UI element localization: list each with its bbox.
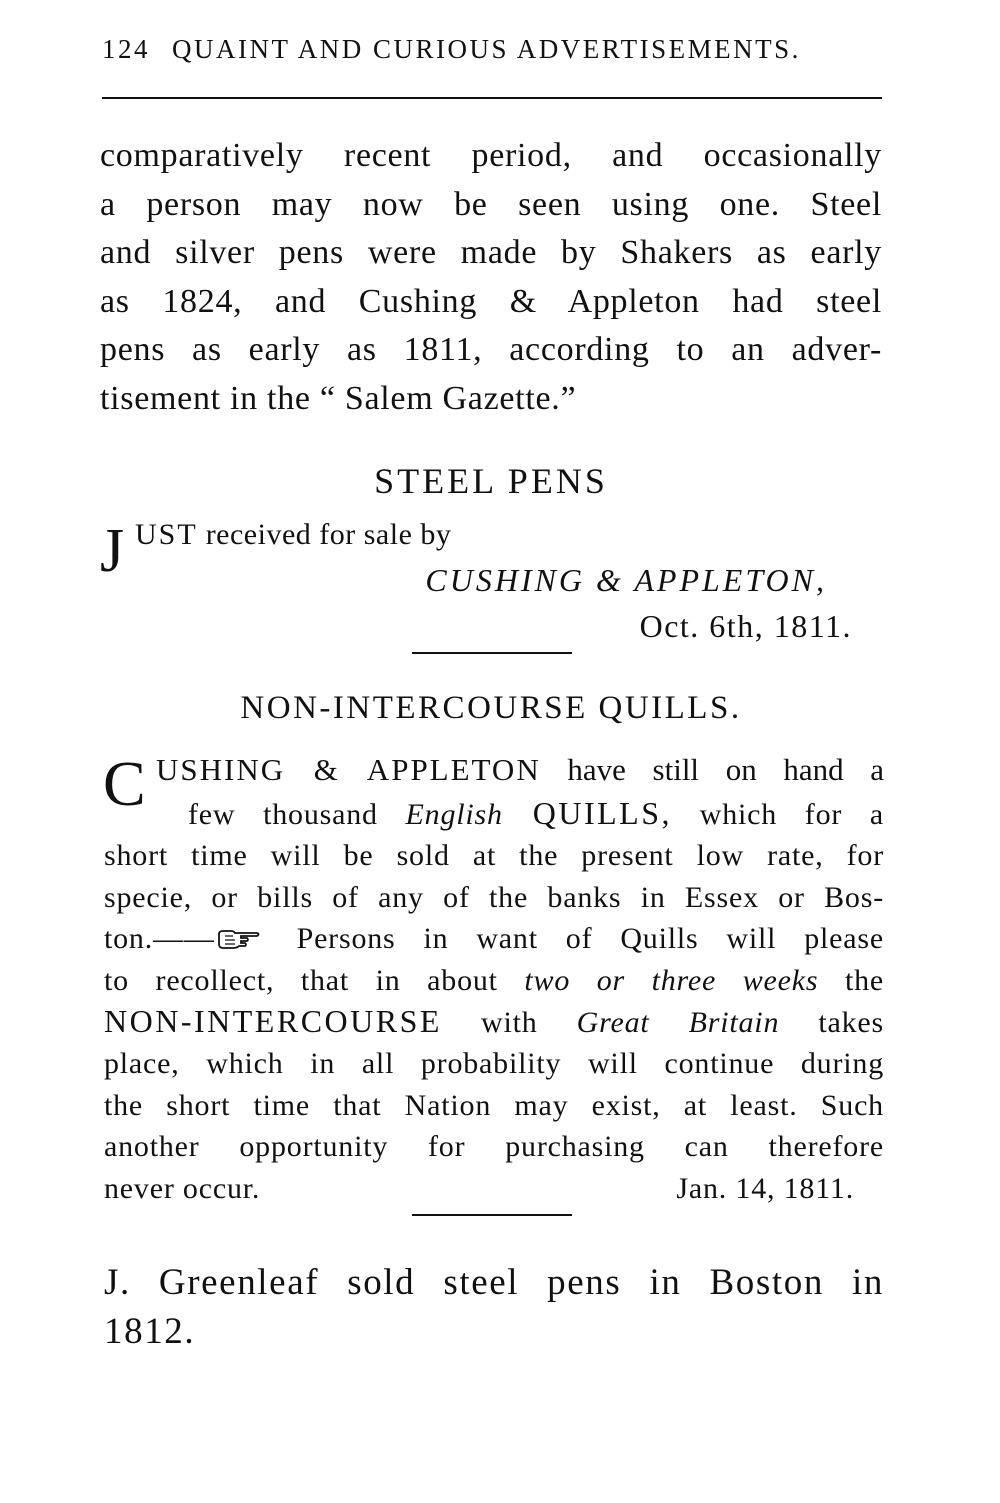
text-run: with <box>441 1006 577 1040</box>
text-run: few thousand <box>188 798 406 831</box>
ad2-line1 <box>156 752 884 788</box>
text-line: as 1824, and Cushing & Appleton had steel <box>100 282 882 320</box>
text-line: 1812. <box>104 1311 196 1352</box>
running-title: QUAINT AND CURIOUS ADVERTISEMENTS. <box>172 34 801 64</box>
text-line: another opportunity for purchasing can therefore <box>104 1130 884 1164</box>
section-rule <box>412 1214 572 1216</box>
caps-run: NON-INTERCOURSE <box>104 1003 442 1040</box>
ad1-signer: CUSHING & APPLETON, <box>425 562 827 598</box>
closing-paragraph <box>104 1258 884 1356</box>
ad1-date: Oct. 6th, 1811. <box>639 608 852 644</box>
text-line <box>104 1001 884 1043</box>
page-number: 124 <box>102 34 150 64</box>
ad1-line1-text: received for sale by <box>197 518 452 551</box>
caps-run: QUILLS, <box>502 795 673 831</box>
ad2-line1-text: have still on hand a <box>567 752 885 787</box>
text-line: the short time that Nation may exist, at least. Such <box>104 1088 884 1122</box>
text-line: tisement in the “ Salem Gazette.” <box>100 379 577 417</box>
ad2-drop-cap: C <box>103 748 146 819</box>
ad1-drop-cap: J <box>100 517 125 585</box>
text-line: a person may now be seen using one. Steel <box>100 185 882 223</box>
italic-run: English <box>405 798 503 831</box>
intro-paragraph <box>100 132 882 423</box>
text-line: specie, or bills of any of the banks in Essex or Bos- <box>104 880 884 914</box>
text-run: never occur. <box>104 1171 261 1205</box>
text-run: the <box>818 963 884 997</box>
text-line: and silver pens were made by Shakers as early <box>100 234 882 271</box>
text-line <box>104 1168 884 1209</box>
text-line <box>104 793 884 835</box>
text-line: comparatively recent period, and occasionally <box>100 137 882 174</box>
text-line: place, which in all probability will continue during <box>104 1047 884 1081</box>
ad2-body <box>104 793 884 1209</box>
text-line <box>104 960 884 1001</box>
ad1-line1-caps: UST <box>135 518 198 551</box>
text-run: to recollect, that in about <box>104 963 525 997</box>
text-run: Persons in want of Quills will please <box>268 922 884 956</box>
text-line: short time will be sold at the present low rate, for <box>104 839 884 873</box>
header-rule <box>102 97 882 99</box>
text-line <box>104 918 884 959</box>
section-rule <box>412 652 572 654</box>
italic-run: two or three weeks <box>524 963 819 997</box>
text-run: ton.—— <box>104 922 215 956</box>
text-line: J. Greenleaf sold steel pens in Boston in <box>104 1262 884 1303</box>
ad2-title: NON-INTERCOURSE QUILLS. <box>240 690 742 726</box>
ad2-line1-caps: USHING & APPLETON <box>156 752 541 787</box>
pointing-hand-icon <box>217 928 261 950</box>
ad1-line1 <box>135 518 451 552</box>
running-header <box>102 34 882 65</box>
italic-run: Great Britain <box>576 1006 780 1040</box>
text-line: pens as early as 1811, according to an adver- <box>100 331 882 368</box>
ad1-title: STEEL PENS <box>374 461 608 501</box>
text-run: takes <box>779 1006 884 1040</box>
ad2-date: Jan. 14, 1811. <box>676 1171 854 1205</box>
text-run: which for a <box>672 798 884 831</box>
